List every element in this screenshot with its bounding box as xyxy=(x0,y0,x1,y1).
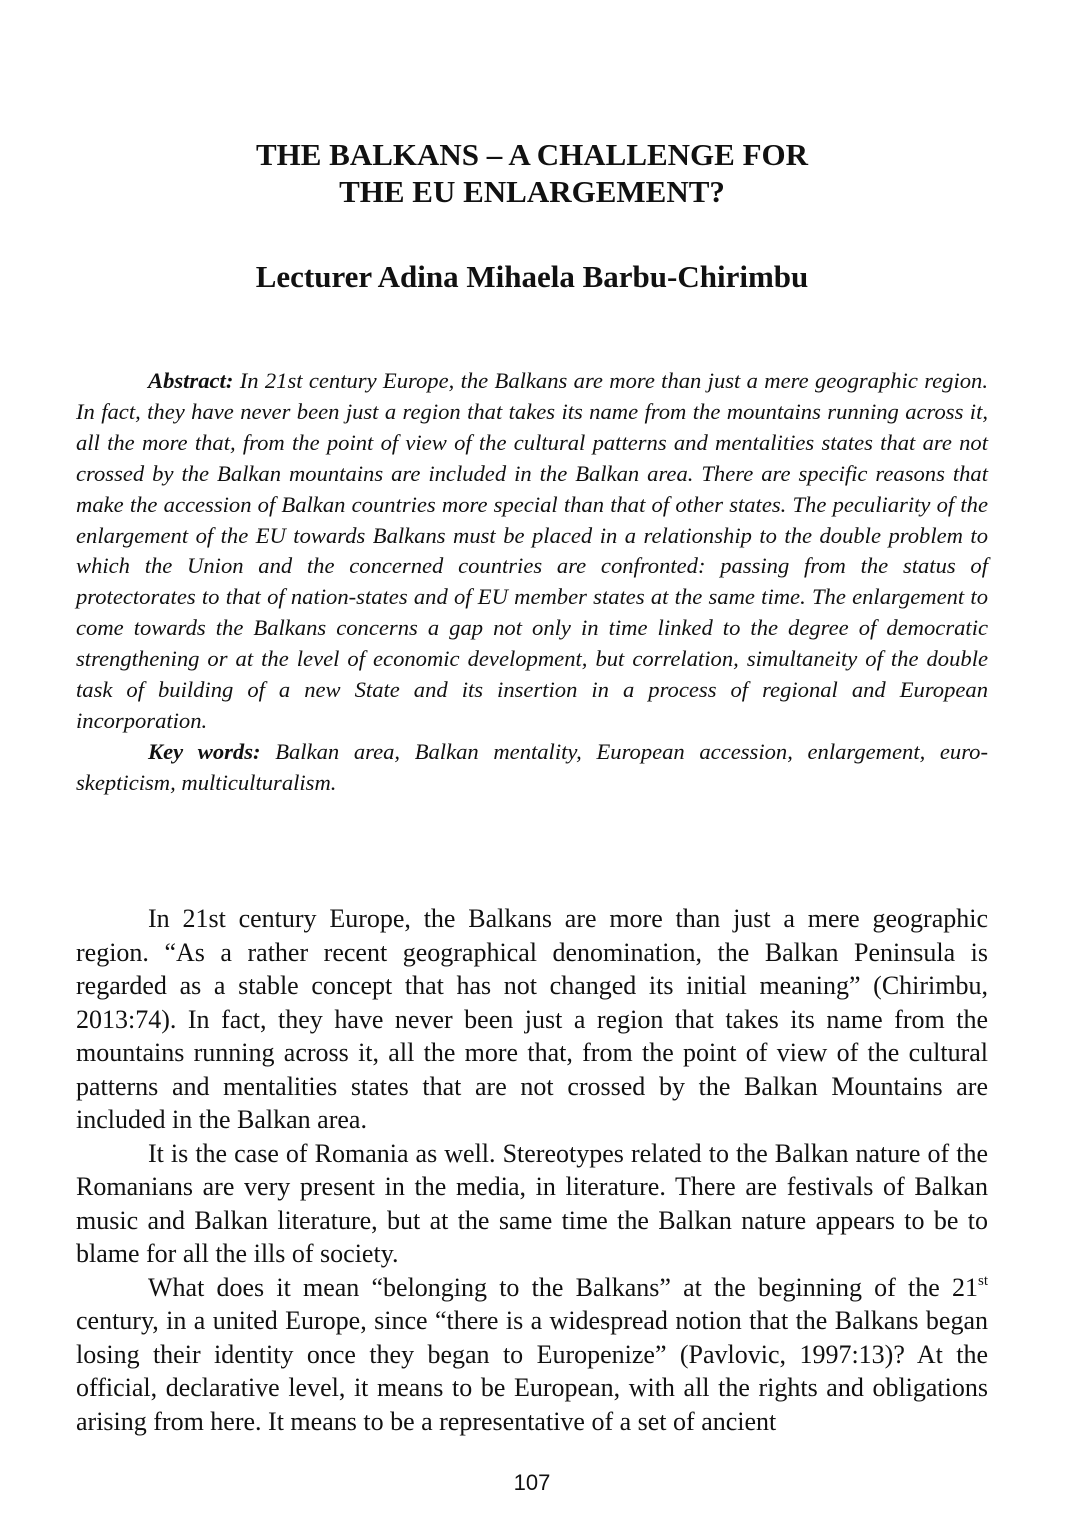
page-number: 107 xyxy=(513,1470,551,1495)
abstract-label: Abstract: xyxy=(148,368,234,393)
paper-title-line-1: THE BALKANS – A CHALLENGE FOR xyxy=(255,137,809,172)
body-paragraph-3-rest: century, in a united Europe, since “there is a widespread notion that the Balkans began losing their identity once they began to Europenize” (Pavlovic, 1997:13)? At the official, declarative level, it means to be European, with all the rights and obligations arising from here. It means to be a representative of a set of ancient xyxy=(76,1306,988,1436)
body-paragraph-1: In 21st century Europe, the Balkans are more than just a mere geographic region. “As a rather recent geographical denomination, the Balkan Peninsula is regarded as a stable concept that has not changed its initial meaning” (Chirimbu, 2013:74). In fact, they have never been just a region that takes its name from the mountains running across it, all the more that, from the point of view of the cultural patterns and mentalities states that are not crossed by the Balkan Mountains are included in the Balkan area. xyxy=(76,904,988,1134)
paper-title xyxy=(76,136,988,210)
body-paragraph-2: It is the case of Romania as well. Stereotypes related to the Balkan nature of the Romanians are very present in the media, in literature. There are festivals of Balkan music and Balkan literature, but at the same time the Balkan nature appears to be to blame for all the ills of society. xyxy=(76,1138,988,1268)
keywords-text: Balkan area, Balkan mentality, European accession, enlargement, euro-skepticism, multiculturalism. xyxy=(76,738,988,795)
abstract-paragraph xyxy=(76,366,988,737)
ordinal-superscript: st xyxy=(977,1272,988,1289)
body-section xyxy=(76,902,988,1438)
document-page xyxy=(76,0,988,1530)
paper-title-line-2: THE EU ENLARGEMENT? xyxy=(339,174,725,209)
keywords-label: Key words: xyxy=(148,738,261,764)
author-name: Lecturer Adina Mihaela Barbu-Chirimbu xyxy=(255,259,809,294)
body-paragraph-3 xyxy=(76,1271,988,1439)
keywords-paragraph xyxy=(76,737,988,799)
body-paragraph-3-start: What does it mean “belonging to the Balkans” at the beginning of the 21 xyxy=(148,1272,978,1302)
abstract-section xyxy=(76,366,988,799)
abstract-text: In 21st century Europe, the Balkans are more than just a mere geographic region. In fact, they have never been just a region that takes its name from the mountains running across it, all the more that, from the point of view of the cultural patterns and mentalities states that are not crossed by the Balkan mountains are included in the Balkan area. There are specific reasons that make the accession of Balkan countries more special than that of other states. The peculiarity of the enlargement of the EU towards Balkans must be placed in a relationship to the double problem to which the Union and the concerned countries are confronted: passing from the status of protectorates to that of nation-states and of EU member states at the same time. The enlargement to come towards the Balkans concerns a gap not only in time linked to the degree of democratic strengthening or at the level of economic development, but correlation, simultaneity of the double task of building of a new State and its insertion in a process of regional and European incorporation. xyxy=(76,368,988,733)
